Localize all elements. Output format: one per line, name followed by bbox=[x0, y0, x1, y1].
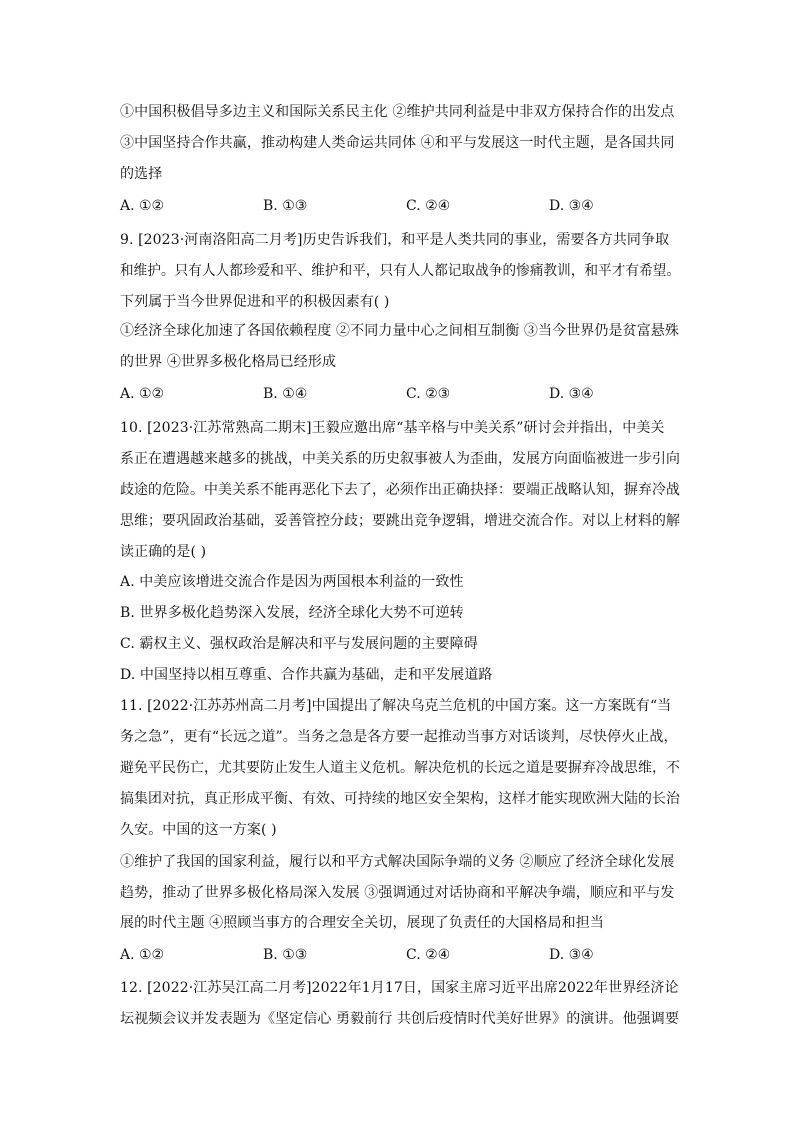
q8-choices bbox=[120, 197, 680, 215]
q11-statement-line-3: 展的时代主题 ④照顾当事方的合理安全关切，展现了负责任的大国格局和担当 bbox=[120, 915, 604, 931]
q11-statement-line-1: ①维护了我国的国家利益，履行以和平方式解决国际争端的义务 ②顺应了经济全球化发展 bbox=[120, 854, 675, 870]
q8-statement-line-1: ①中国积极倡导多边主义和国际关系民主化 ②维护共同利益是中非双方保持合作的出发点 bbox=[120, 104, 675, 120]
q10-option-c: C. 霸权主义、强权政治是解决和平与发展问题的主要障碍 bbox=[120, 636, 478, 652]
q9-stem-line-3: 下列属于当今世界促进和平的积极因素有( ) bbox=[120, 294, 390, 310]
q10-option-a: A. 中美应该增进交流合作是因为两国根本利益的一致性 bbox=[120, 574, 464, 590]
q10-stem-line-3: 歧途的危险。中美关系不能再恶化下去了，必须作出正确抉择：要端正战略认知，摒弃冷战 bbox=[120, 482, 680, 498]
q11-choice-c: C. ②④ bbox=[406, 947, 451, 963]
q11-choices bbox=[120, 946, 680, 964]
q10-option-d: D. 中国坚持以相互尊重、合作共赢为基础，走和平发展道路 bbox=[120, 667, 493, 683]
q11-stem-line-1: 11. [2022·江苏苏州高二月考]中国提出了解决乌克兰危机的中国方案。这一方案既有“当 bbox=[120, 698, 672, 714]
q10-stem-line-5: 读正确的是( ) bbox=[120, 544, 207, 560]
q11-statement-line-2: 趋势，推动了世界多极化格局深入发展 ③强调通过对话协商和平解决争端，顺应和平与发 bbox=[120, 885, 675, 901]
q11-stem-line-4: 搞集团对抗，真正形成平衡、有效、可持续的地区安全架构，这样才能实现欧洲大陆的长治 bbox=[120, 791, 680, 807]
q9-statement-line-1: ①经济全球化加速了各国依赖程度 ②不同力量中心之间相互制衡 ③当今世界仍是贫富悬殊 bbox=[120, 323, 679, 339]
q8-statement-line-3: 的选择 bbox=[120, 166, 163, 182]
q9-choice-b: B. ①④ bbox=[263, 386, 308, 402]
q11-stem-line-5: 久安。中国的这一方案( ) bbox=[120, 822, 277, 838]
q10-option-b: B. 世界多极化趋势深入发展，经济全球化大势不可逆转 bbox=[120, 605, 464, 621]
q8-choice-a: A. ①② bbox=[120, 198, 165, 214]
q8-choice-b: B. ①③ bbox=[263, 198, 308, 214]
q10-stem-line-2: 系正在遭遇越来越多的挑战，中美关系的历史叙事被人为歪曲，发展方向面临被进一步引向 bbox=[120, 451, 680, 467]
q9-choice-d: D. ③④ bbox=[549, 386, 594, 402]
q12-stem-line-1: 12. [2022·江苏吴江高二月考]2022年1月17日，国家主席习近平出席2022年世界经济论 bbox=[120, 980, 679, 996]
q9-statement-line-2: 的世界 ④世界多极化格局已经形成 bbox=[120, 354, 337, 370]
q9-choices bbox=[120, 385, 680, 403]
q11-stem-line-3: 避免平民伤亡，尤其要防止发生人道主义危机。解决危机的长远之道是要摒弃冷战思维，不 bbox=[120, 760, 680, 776]
q11-choice-d: D. ③④ bbox=[549, 947, 594, 963]
q9-choice-a: A. ①② bbox=[120, 386, 165, 402]
q10-stem-line-4: 思维；要巩固政治基础，妥善管控分歧；要跳出竞争逻辑，增进交流合作。对以上材料的解 bbox=[120, 513, 680, 529]
q11-choice-b: B. ①③ bbox=[263, 947, 308, 963]
q9-choice-c: C. ②③ bbox=[406, 386, 451, 402]
q11-choice-a: A. ①② bbox=[120, 947, 165, 963]
q9-stem-line-1: 9. [2023·河南洛阳高二月考]历史告诉我们，和平是人类共同的事业，需要各方共同争取 bbox=[120, 232, 670, 248]
q8-choice-d: D. ③④ bbox=[549, 198, 594, 214]
q10-stem-line-1: 10. [2023·江苏常熟高二期末]王毅应邀出席“基辛格与中美关系”研讨会并指出，中美关 bbox=[120, 420, 665, 436]
q11-stem-line-2: 务之急”，更有“长远之道”。当务之急是各方要一起推动当事方对话谈判，尽快停火止战， bbox=[120, 729, 678, 745]
q12-stem-line-2: 坛视频会议并发表题为《坚定信心 勇毅前行 共创后疫情时代美好世界》的演讲。他强调要 bbox=[120, 1011, 679, 1027]
q8-choice-c: C. ②④ bbox=[406, 198, 451, 214]
q8-statement-line-2: ③中国坚持合作共赢，推动构建人类命运共同体 ④和平与发展这一时代主题，是各国共同 bbox=[120, 135, 675, 151]
q9-stem-line-2: 和维护。只有人人都珍爱和平、维护和平，只有人人都记取战争的惨痛教训，和平才有希望。 bbox=[120, 263, 681, 279]
